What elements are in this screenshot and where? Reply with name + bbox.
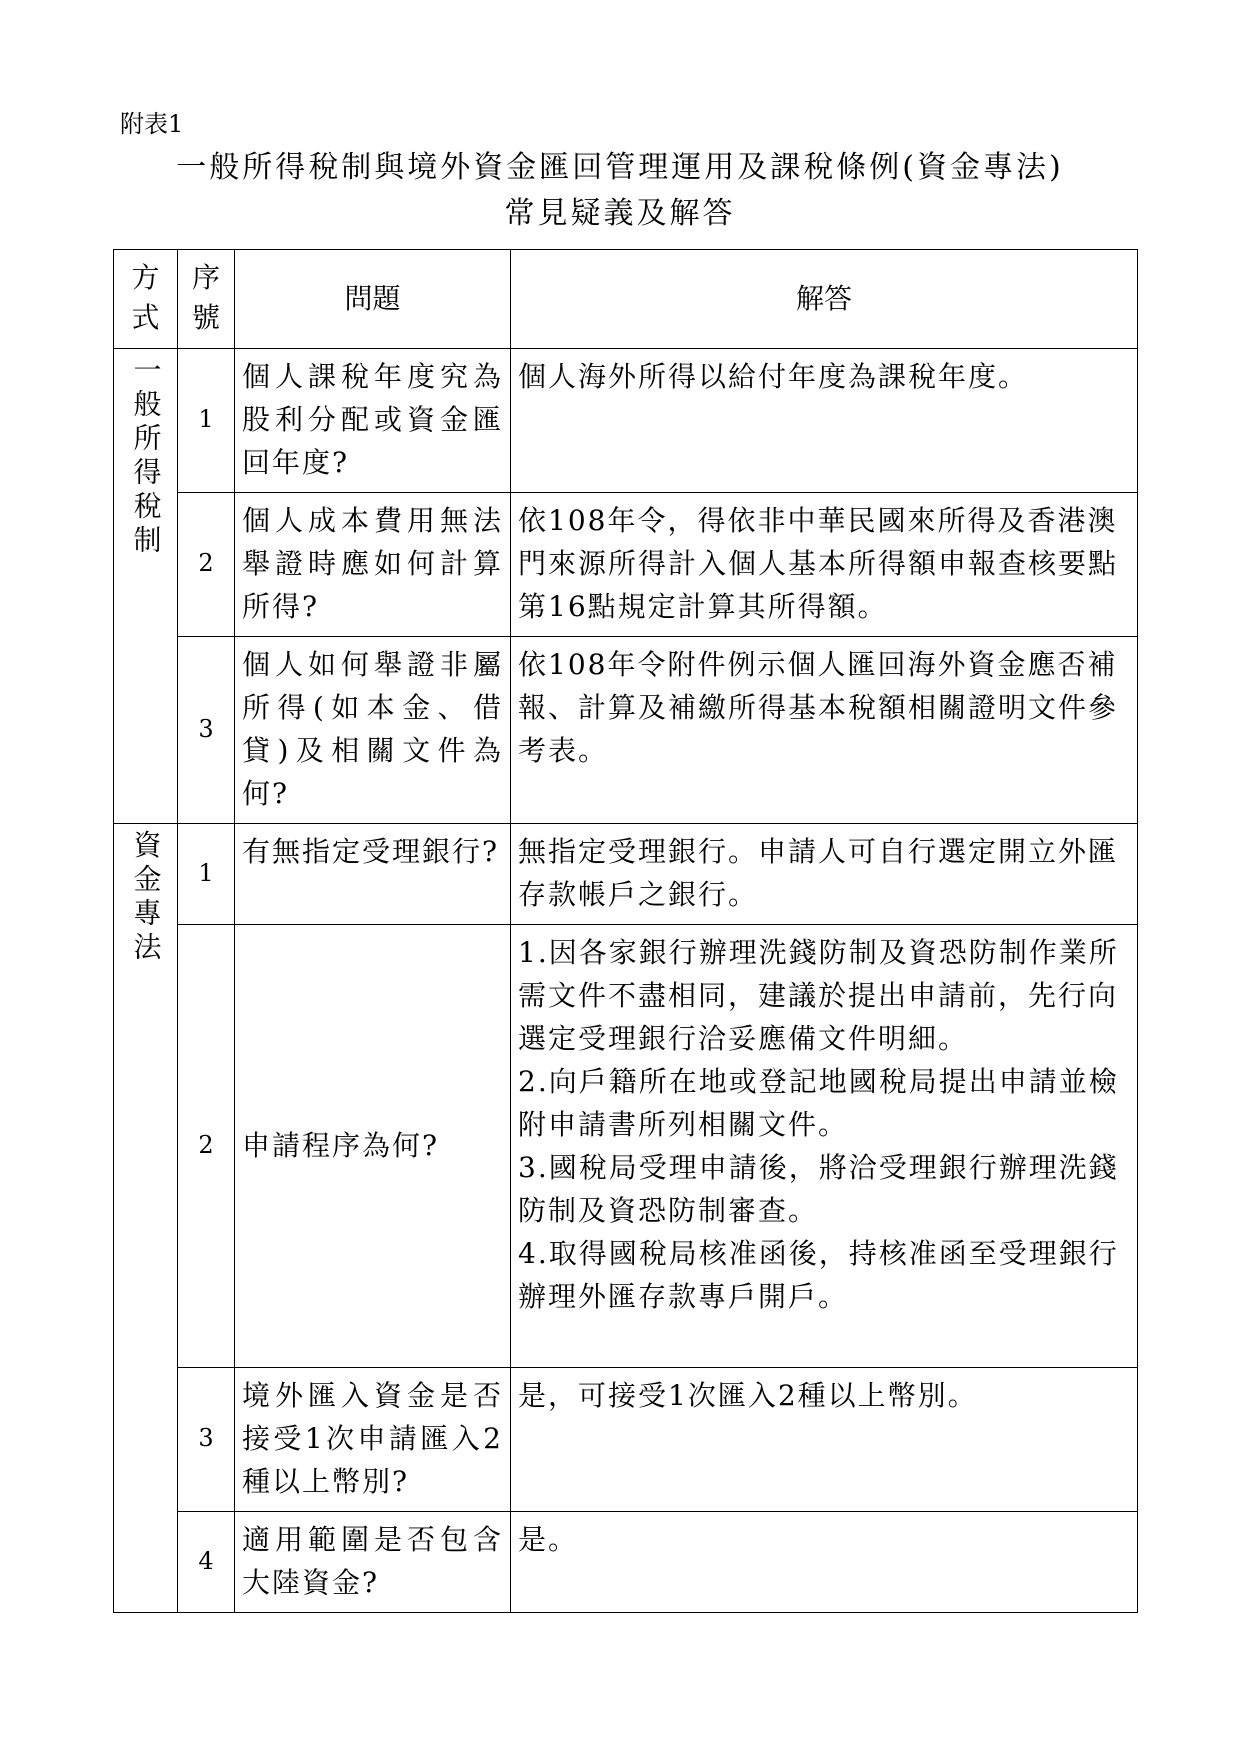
row-answer: 依108年令附件例示個人匯回海外資金應否補報、計算及補繳所得基本稅額相關證明文件參考表。	[511, 637, 1138, 824]
row-question: 個人課稅年度究為股利分配或資金匯回年度?	[235, 349, 511, 493]
row-number: 4	[178, 1512, 235, 1613]
row-question: 個人如何舉證非屬所得(如本金、借貸)及相關文件為何?	[235, 637, 511, 824]
attachment-label: 附表1	[120, 110, 184, 138]
row-answer: 依108年令，得依非中華民國來所得及香港澳門來源所得計入個人基本所得額申報查核要點第16點規定計算其所得額。	[511, 493, 1138, 637]
table-row	[114, 349, 1138, 493]
answer-step: 2.向戶籍所在地或登記地國稅局提出申請並檢附申請書所列相關文件。	[518, 1065, 1119, 1141]
row-number: 2	[178, 493, 235, 637]
row-answer: 是，可接受1次匯入2種以上幣別。	[511, 1368, 1138, 1512]
header-no	[178, 250, 235, 349]
row-answer: 是。	[511, 1512, 1138, 1613]
header-method-char2: 式	[131, 301, 160, 334]
row-question: 適用範圍是否包含大陸資金?	[235, 1512, 511, 1613]
row-number: 2	[178, 925, 235, 1368]
faq-table	[113, 249, 1138, 1613]
row-answer	[511, 925, 1138, 1368]
header-no-char2: 號	[191, 301, 220, 334]
table-row	[114, 637, 1138, 824]
table-row	[114, 493, 1138, 637]
header-question: 問題	[235, 250, 511, 349]
answer-step: 4.取得國稅局核准函後，持核准函至受理銀行辦理外匯存款專戶開戶。	[518, 1237, 1119, 1313]
row-answer: 個人海外所得以給付年度為課稅年度。	[511, 349, 1138, 493]
header-method-char1: 方	[131, 261, 160, 294]
header-method	[114, 250, 178, 349]
table-row	[114, 925, 1138, 1368]
section-method-label: 一般所得稅制	[129, 355, 163, 559]
answer-step: 3.國稅局受理申請後，將洽受理銀行辦理洗錢防制及資恐防制審查。	[518, 1151, 1119, 1227]
row-question: 境外匯入資金是否接受1次申請匯入2種以上幣別?	[235, 1368, 511, 1512]
row-number: 3	[178, 1368, 235, 1512]
table-row	[114, 1368, 1138, 1512]
row-number: 3	[178, 637, 235, 824]
section-method-label: 資金專法	[129, 830, 163, 966]
row-question: 有無指定受理銀行?	[235, 824, 511, 925]
row-number: 1	[178, 824, 235, 925]
answer-step: 1.因各家銀行辦理洗錢防制及資恐防制作業所需文件不盡相同，建議於提出申請前，先行向選定受理銀行洽妥應備文件明細。	[518, 936, 1119, 1055]
table-header-row	[114, 250, 1138, 349]
row-number: 1	[178, 349, 235, 493]
header-answer: 解答	[511, 250, 1138, 349]
row-question: 個人成本費用無法舉證時應如何計算所得?	[235, 493, 511, 637]
row-answer: 無指定受理銀行。申請人可自行選定開立外匯存款帳戶之銀行。	[511, 824, 1138, 925]
table-row	[114, 824, 1138, 925]
row-question: 申請程序為何?	[235, 925, 511, 1368]
document-subtitle: 常見疑義及解答	[504, 196, 736, 231]
section-method-general	[114, 349, 178, 824]
document-title: 一般所得稅制與境外資金匯回管理運用及課稅條例(資金專法)	[176, 150, 1064, 185]
section-method-fund-act	[114, 824, 178, 1613]
table-row	[114, 1512, 1138, 1613]
header-no-char1: 序	[191, 261, 220, 294]
